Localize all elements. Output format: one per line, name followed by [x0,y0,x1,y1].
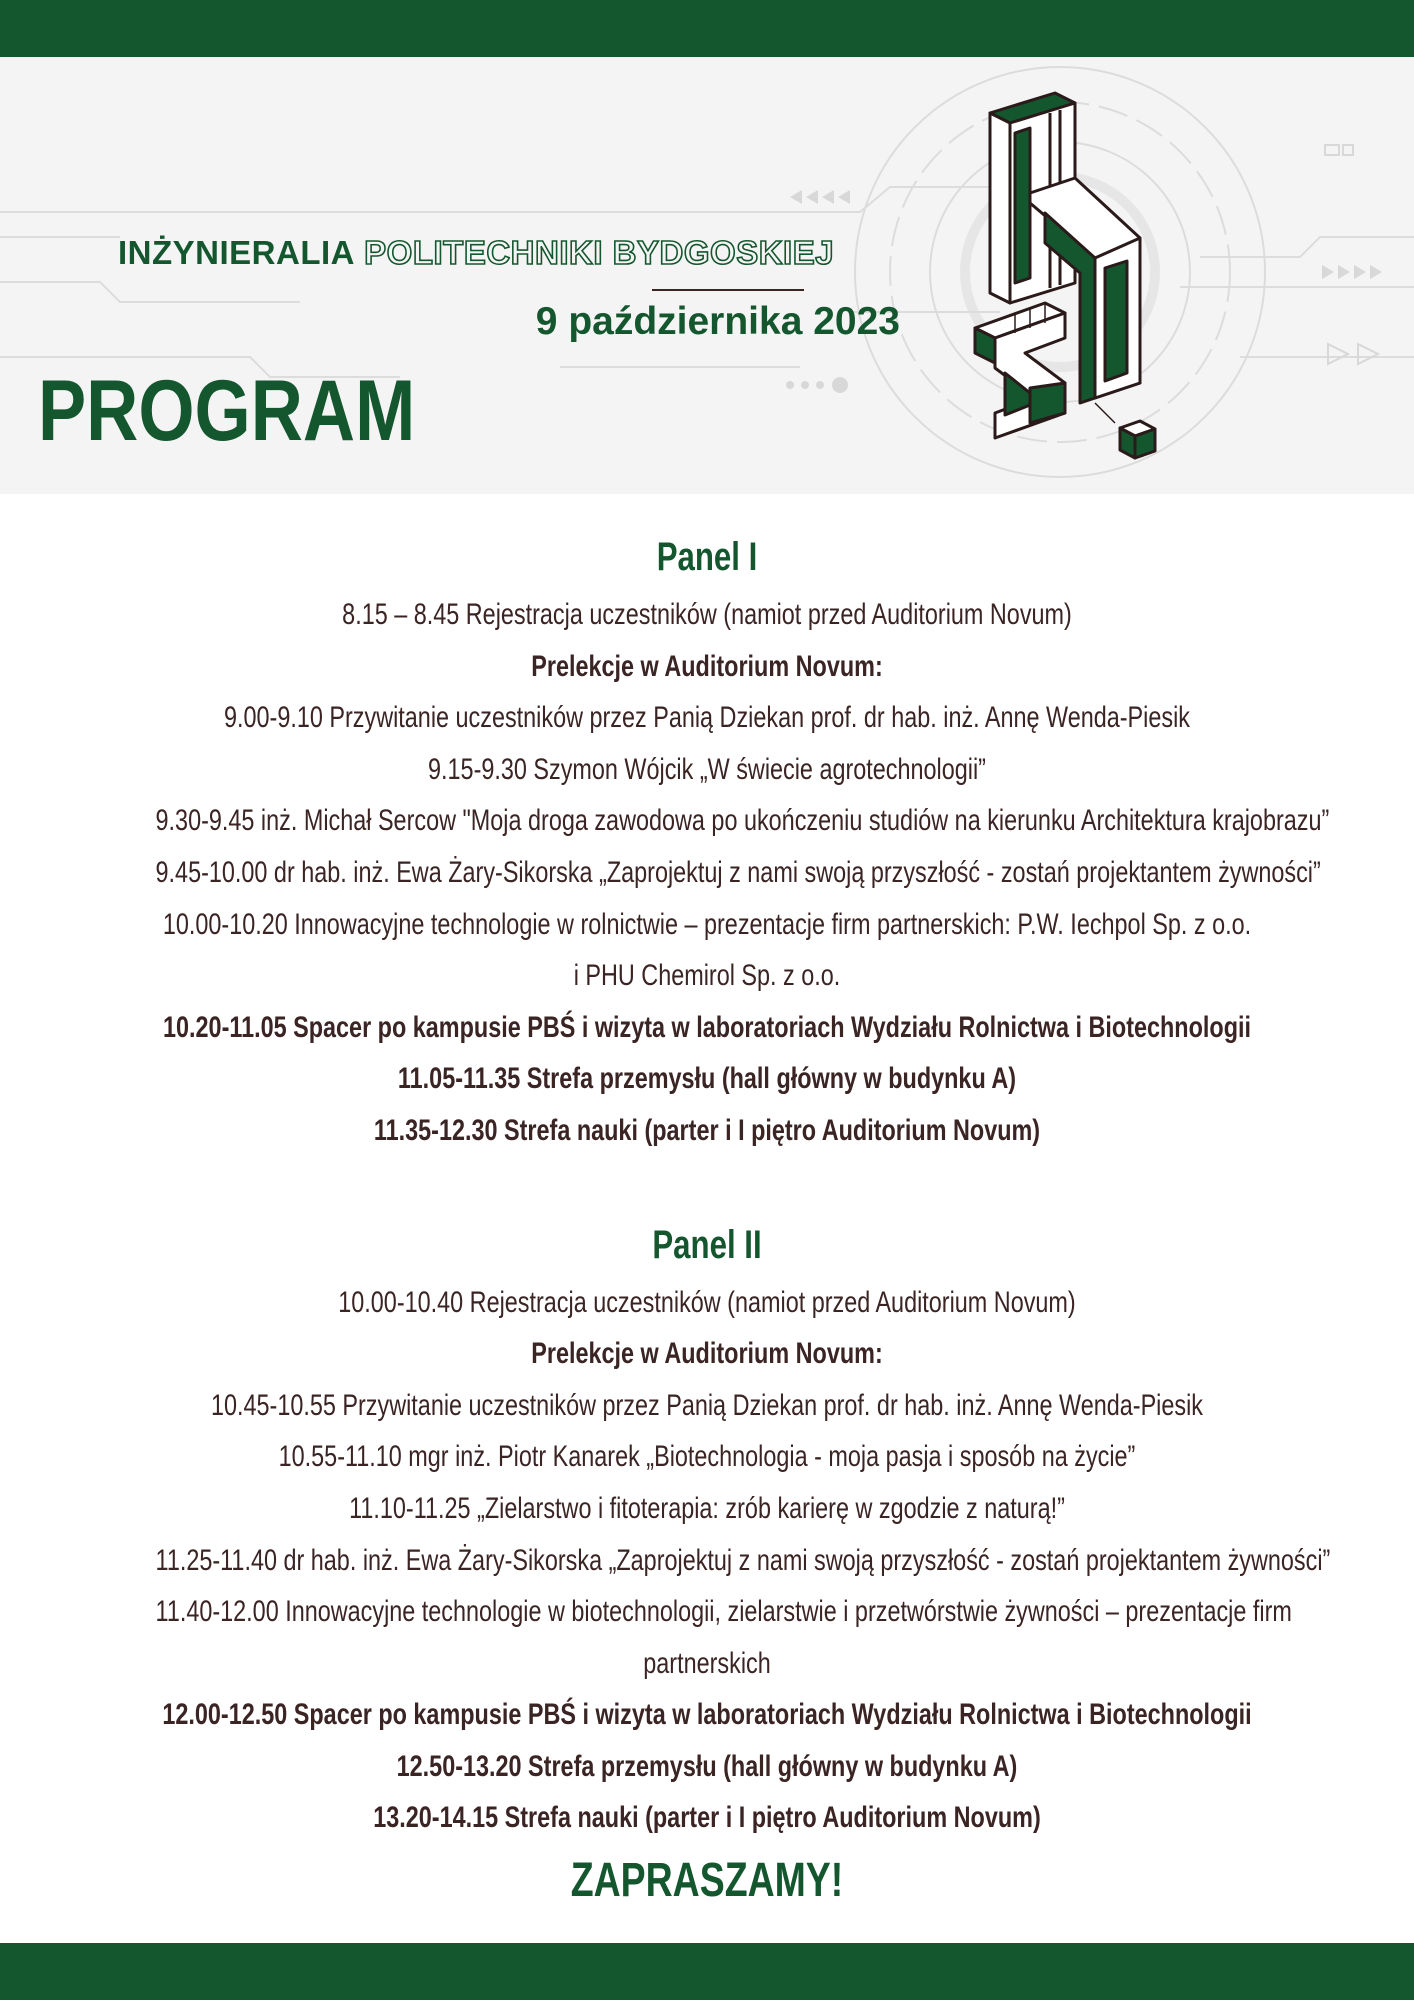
program-line: 10.00-10.20 Innowacyjne technologie w rolnictwie – prezentacje firm partnerskich: P.W. Iechpol Sp. z o.o. [162,907,1252,941]
program-line: 12.50-13.20 Strefa przemysłu (hall główny w budynku A) [396,1749,1018,1783]
program-line: 8.15 – 8.45 Rejestracja uczestników (namiot przed Auditorium Novum) [342,598,1072,631]
title-divider [652,289,804,291]
program-line: 10.55-11.10 mgr inż. Piotr Kanarek „Biotechnologia - moja pasja i sposób na życie” [278,1440,1136,1474]
event-title-part1: INŻYNIERALIA [118,234,355,271]
program-title: PROGRAM [38,363,416,459]
program-line: 9.15-9.30 Szymon Wójcik „W świecie agrotechnologii” [428,752,986,786]
event-title-part2: POLITECHNIKI BYDGOSKIEJ [364,234,835,271]
program-line: 10.00-10.40 Rejestracja uczestników (namiot przed Auditorium Novum) [338,1285,1076,1319]
panel-2 [0,1213,1414,1845]
program-line: 9.00-9.10 Przywitanie uczestników przez Panią Dziekan prof. dr hab. inż. Annę Wenda-Piesik [224,701,1190,735]
program-line: 10.20-11.05 Spacer po kampusie PBŚ i wizyta w laboratoriach Wydziału Rolnictwa i Biotechnologii [163,1010,1251,1044]
panel-spacer [0,1157,1414,1213]
program-line: 11.35-12.30 Strefa nauki (parter i I piętro Auditorium Novum) [373,1113,1041,1147]
program-line: 12.00-12.50 Spacer po kampusie PBŚ i wizyta w laboratoriach Wydziału Rolnictwa i Biotechnologii [162,1698,1252,1732]
program-line: 13.20-14.15 Strefa nauki (parter i I piętro Auditorium Novum) [373,1801,1041,1835]
program-line: 10.45-10.55 Przywitanie uczestników przez Panią Dziekan prof. dr hab. inż. Annę Wenda-Piesik [210,1388,1203,1422]
program-line: 11.40-12.00 Innowacyjne technologie w biotechnologii, zielarstwie i przetwórstwie żywności – prezentacje firm [155,1595,1292,1629]
program-content [0,525,1414,1916]
panel-heading: Panel II [652,1222,762,1267]
program-line: i PHU Chemirol Sp. z o.o. [573,959,841,993]
top-banner-bar [0,0,1414,57]
program-line: 11.25-11.40 dr hab. inż. Ewa Żary-Sikorska „Zaprojektuj z nami swoją przyszłość - zostań projektantem żywności” [155,1543,1331,1577]
program-line: Prelekcje w Auditorium Novum: [531,1337,883,1371]
panel-heading: Panel I [656,535,758,579]
program-line: 11.05-11.35 Strefa przemysłu (hall główny w budynku A) [397,1062,1017,1096]
program-line: 11.10-11.25 „Zielarstwo i fitoterapia: zrób karierę w zgodzie z naturą!” [349,1491,1065,1525]
event-date: 9 października 2023 [535,300,900,343]
closing-invitation: ZAPRASZAMY! [570,1854,844,1908]
program-line: Prelekcje w Auditorium Novum: [531,649,883,683]
panel-1 [0,525,1414,1157]
program-line: 9.30-9.45 inż. Michał Sercow "Moja droga zawodowa po ukończeniu studiów na kierunku Architektura krajobrazu” [155,804,1330,838]
inz-isometric-logo [955,83,1175,483]
program-line: partnerskich [643,1646,771,1680]
bottom-banner-bar [0,1943,1414,2000]
program-line: 9.45-10.00 dr hab. inż. Ewa Żary-Sikorska „Zaprojektuj z nami swoją przyszłość - zostań projektantem żywności” [155,855,1321,889]
header-banner [0,57,1414,494]
event-title [118,233,898,273]
